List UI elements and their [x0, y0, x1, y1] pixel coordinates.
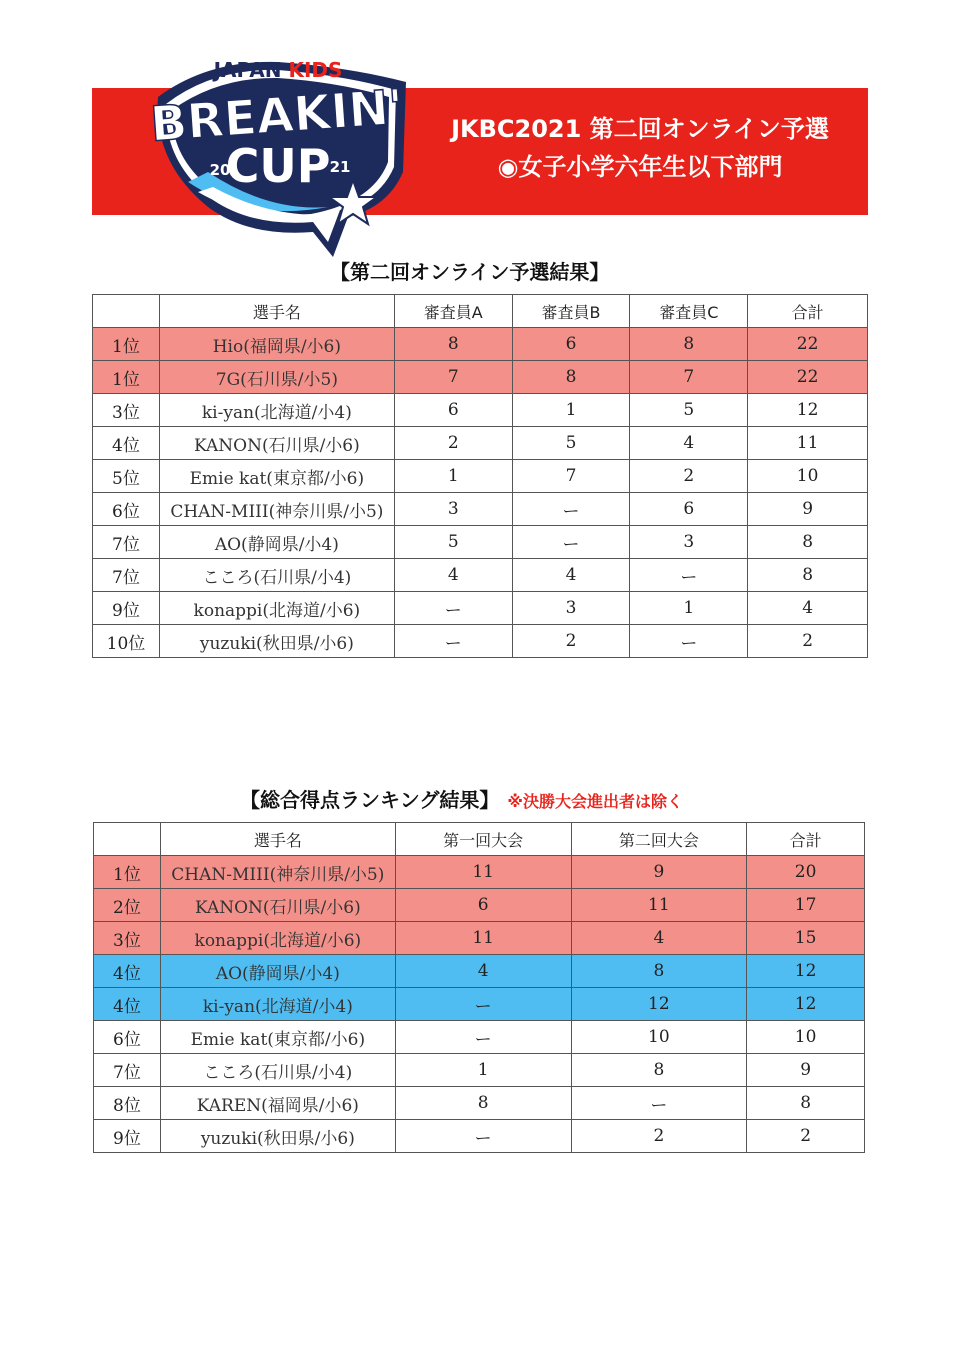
cell-b: 5	[512, 427, 630, 460]
header-rank	[94, 823, 161, 856]
header-rank	[93, 295, 160, 328]
cell-b: 7	[512, 460, 630, 493]
cell-rank: 1位	[93, 328, 160, 361]
cell-name: Emie kat(東京都/小6)	[160, 1021, 395, 1054]
cell-name: ki-yan(北海道/小4)	[160, 988, 395, 1021]
cell-name: CHAN-MIII(神奈川県/小5)	[159, 493, 394, 526]
table-row	[93, 427, 868, 460]
cell-rank: 6位	[93, 493, 160, 526]
header-round-2: 第二回大会	[571, 823, 747, 856]
cell-a: 4	[394, 559, 512, 592]
cell-r2: 11	[571, 889, 747, 922]
header-name: 選手名	[159, 295, 394, 328]
header-name: 選手名	[160, 823, 395, 856]
table-row	[94, 1087, 865, 1120]
cell-r1: 6	[395, 889, 571, 922]
cell-r2: 4	[571, 922, 747, 955]
table-row	[94, 1021, 865, 1054]
svg-text:21: 21	[329, 158, 351, 176]
cell-rank: 1位	[93, 361, 160, 394]
cell-rank: 8位	[94, 1087, 161, 1120]
cell-rank: 9位	[94, 1120, 161, 1153]
section2-note: ※決勝大会進出者は除く	[507, 792, 683, 811]
cell-a: 1	[394, 460, 512, 493]
cell-b: 4	[512, 559, 630, 592]
cell-c: 1	[630, 592, 748, 625]
cell-r2: 8	[571, 1054, 747, 1087]
section1-title: 【第二回オンライン予選結果】	[330, 260, 610, 284]
cell-total: 2	[748, 625, 868, 658]
cell-name: こころ(石川県/小4)	[160, 1054, 395, 1087]
banner-title	[430, 110, 850, 186]
header-judge-c: 審査員C	[630, 295, 748, 328]
cell-r2: 8	[571, 955, 747, 988]
cell-c: ー	[630, 559, 748, 592]
cell-a: 3	[394, 493, 512, 526]
cell-rank: 7位	[93, 559, 160, 592]
table-row	[93, 493, 868, 526]
cell-name: Emie kat(東京都/小6)	[159, 460, 394, 493]
cell-name: yuzuki(秋田県/小6)	[159, 625, 394, 658]
cell-rank: 10位	[93, 625, 160, 658]
table-row	[94, 1054, 865, 1087]
cell-name: KANON(石川県/小6)	[159, 427, 394, 460]
cell-rank: 3位	[94, 922, 161, 955]
svg-text:20: 20	[209, 161, 231, 179]
cell-rank: 4位	[94, 988, 161, 1021]
cell-total: 12	[747, 955, 865, 988]
cell-total: 22	[748, 361, 868, 394]
cell-total: 9	[748, 493, 868, 526]
cell-r2: ー	[571, 1087, 747, 1120]
cell-c: 8	[630, 328, 748, 361]
cell-total: 12	[747, 988, 865, 1021]
cell-total: 9	[747, 1054, 865, 1087]
svg-text:BREAKIN': BREAKIN'	[148, 79, 406, 153]
table-row	[93, 592, 868, 625]
header-total: 合計	[748, 295, 868, 328]
table-row	[94, 856, 865, 889]
overall-ranking-table	[93, 822, 865, 1153]
cell-b: ー	[512, 526, 630, 559]
cell-name: yuzuki(秋田県/小6)	[160, 1120, 395, 1153]
section2-title-wrap	[240, 784, 683, 813]
table-row	[94, 988, 865, 1021]
header-judge-b: 審査員B	[512, 295, 630, 328]
cell-b: 2	[512, 625, 630, 658]
table-row	[94, 955, 865, 988]
cell-name: AO(静岡県/小4)	[160, 955, 395, 988]
cell-total: 4	[748, 592, 868, 625]
table-row	[93, 328, 868, 361]
table-row	[93, 559, 868, 592]
header-round-1: 第一回大会	[395, 823, 571, 856]
cell-name: CHAN-MIII(神奈川県/小5)	[160, 856, 395, 889]
cell-total: 10	[748, 460, 868, 493]
cell-rank: 4位	[94, 955, 161, 988]
cell-b: 3	[512, 592, 630, 625]
cell-b: 1	[512, 394, 630, 427]
cell-r1: 11	[395, 856, 571, 889]
cell-rank: 1位	[94, 856, 161, 889]
cell-total: 22	[748, 328, 868, 361]
cell-a: ー	[394, 592, 512, 625]
cell-c: ー	[630, 625, 748, 658]
table-row	[94, 889, 865, 922]
table-row	[93, 394, 868, 427]
cell-name: konappi(北海道/小6)	[160, 922, 395, 955]
cell-name: konappi(北海道/小6)	[159, 592, 394, 625]
breakin-cup-logo	[148, 42, 413, 257]
table-row	[93, 361, 868, 394]
cell-a: 2	[394, 427, 512, 460]
cell-total: 2	[747, 1120, 865, 1153]
cell-rank: 3位	[93, 394, 160, 427]
table-row	[93, 526, 868, 559]
svg-text:JAPAN KIDS: JAPAN KIDS	[213, 58, 343, 82]
cell-total: 12	[748, 394, 868, 427]
cell-a: 5	[394, 526, 512, 559]
cell-c: 6	[630, 493, 748, 526]
online-preliminary-results-table	[92, 294, 868, 658]
cell-a: 7	[394, 361, 512, 394]
cell-b: 8	[512, 361, 630, 394]
cell-total: 8	[748, 526, 868, 559]
cell-total: 8	[748, 559, 868, 592]
cell-rank: 9位	[93, 592, 160, 625]
header-total: 合計	[747, 823, 865, 856]
cell-total: 10	[747, 1021, 865, 1054]
cell-rank: 5位	[93, 460, 160, 493]
cell-c: 7	[630, 361, 748, 394]
table-row	[94, 1120, 865, 1153]
cell-name: 7G(石川県/小5)	[159, 361, 394, 394]
table-row	[93, 625, 868, 658]
cell-rank: 2位	[94, 889, 161, 922]
cell-total: 11	[748, 427, 868, 460]
cell-rank: 7位	[93, 526, 160, 559]
banner-line-1: JKBC2021 第二回オンライン予選	[451, 115, 829, 143]
cell-rank: 6位	[94, 1021, 161, 1054]
cell-c: 2	[630, 460, 748, 493]
table-header-row	[94, 823, 865, 856]
cell-total: 17	[747, 889, 865, 922]
table-header-row	[93, 295, 868, 328]
cell-r1: 4	[395, 955, 571, 988]
cell-r1: ー	[395, 988, 571, 1021]
cell-name: AO(静岡県/小4)	[159, 526, 394, 559]
cell-name: ki-yan(北海道/小4)	[159, 394, 394, 427]
cell-r1: 8	[395, 1087, 571, 1120]
cell-rank: 4位	[93, 427, 160, 460]
cell-r1: 1	[395, 1054, 571, 1087]
cell-r2: 12	[571, 988, 747, 1021]
cell-total: 15	[747, 922, 865, 955]
cell-a: 8	[394, 328, 512, 361]
table-row	[94, 922, 865, 955]
cell-name: Hio(福岡県/小6)	[159, 328, 394, 361]
cell-b: 6	[512, 328, 630, 361]
cell-r1: ー	[395, 1021, 571, 1054]
cell-r1: ー	[395, 1120, 571, 1153]
cell-name: KAREN(福岡県/小6)	[160, 1087, 395, 1120]
cell-r1: 11	[395, 922, 571, 955]
cell-total: 20	[747, 856, 865, 889]
cell-a: 6	[394, 394, 512, 427]
cell-name: こころ(石川県/小4)	[159, 559, 394, 592]
cell-name: KANON(石川県/小6)	[160, 889, 395, 922]
cell-total: 8	[747, 1087, 865, 1120]
cell-b: ー	[512, 493, 630, 526]
table-row	[93, 460, 868, 493]
cell-rank: 7位	[94, 1054, 161, 1087]
section2-title: 【総合得点ランキング結果】	[240, 788, 500, 812]
cell-r2: 9	[571, 856, 747, 889]
cell-r2: 2	[571, 1120, 747, 1153]
cell-c: 5	[630, 394, 748, 427]
header-judge-a: 審査員A	[394, 295, 512, 328]
cell-r2: 10	[571, 1021, 747, 1054]
svg-text:CUP: CUP	[225, 139, 331, 193]
cell-a: ー	[394, 625, 512, 658]
cell-c: 3	[630, 526, 748, 559]
cell-c: 4	[630, 427, 748, 460]
banner-line-2: ◉女子小学六年生以下部門	[497, 153, 783, 181]
